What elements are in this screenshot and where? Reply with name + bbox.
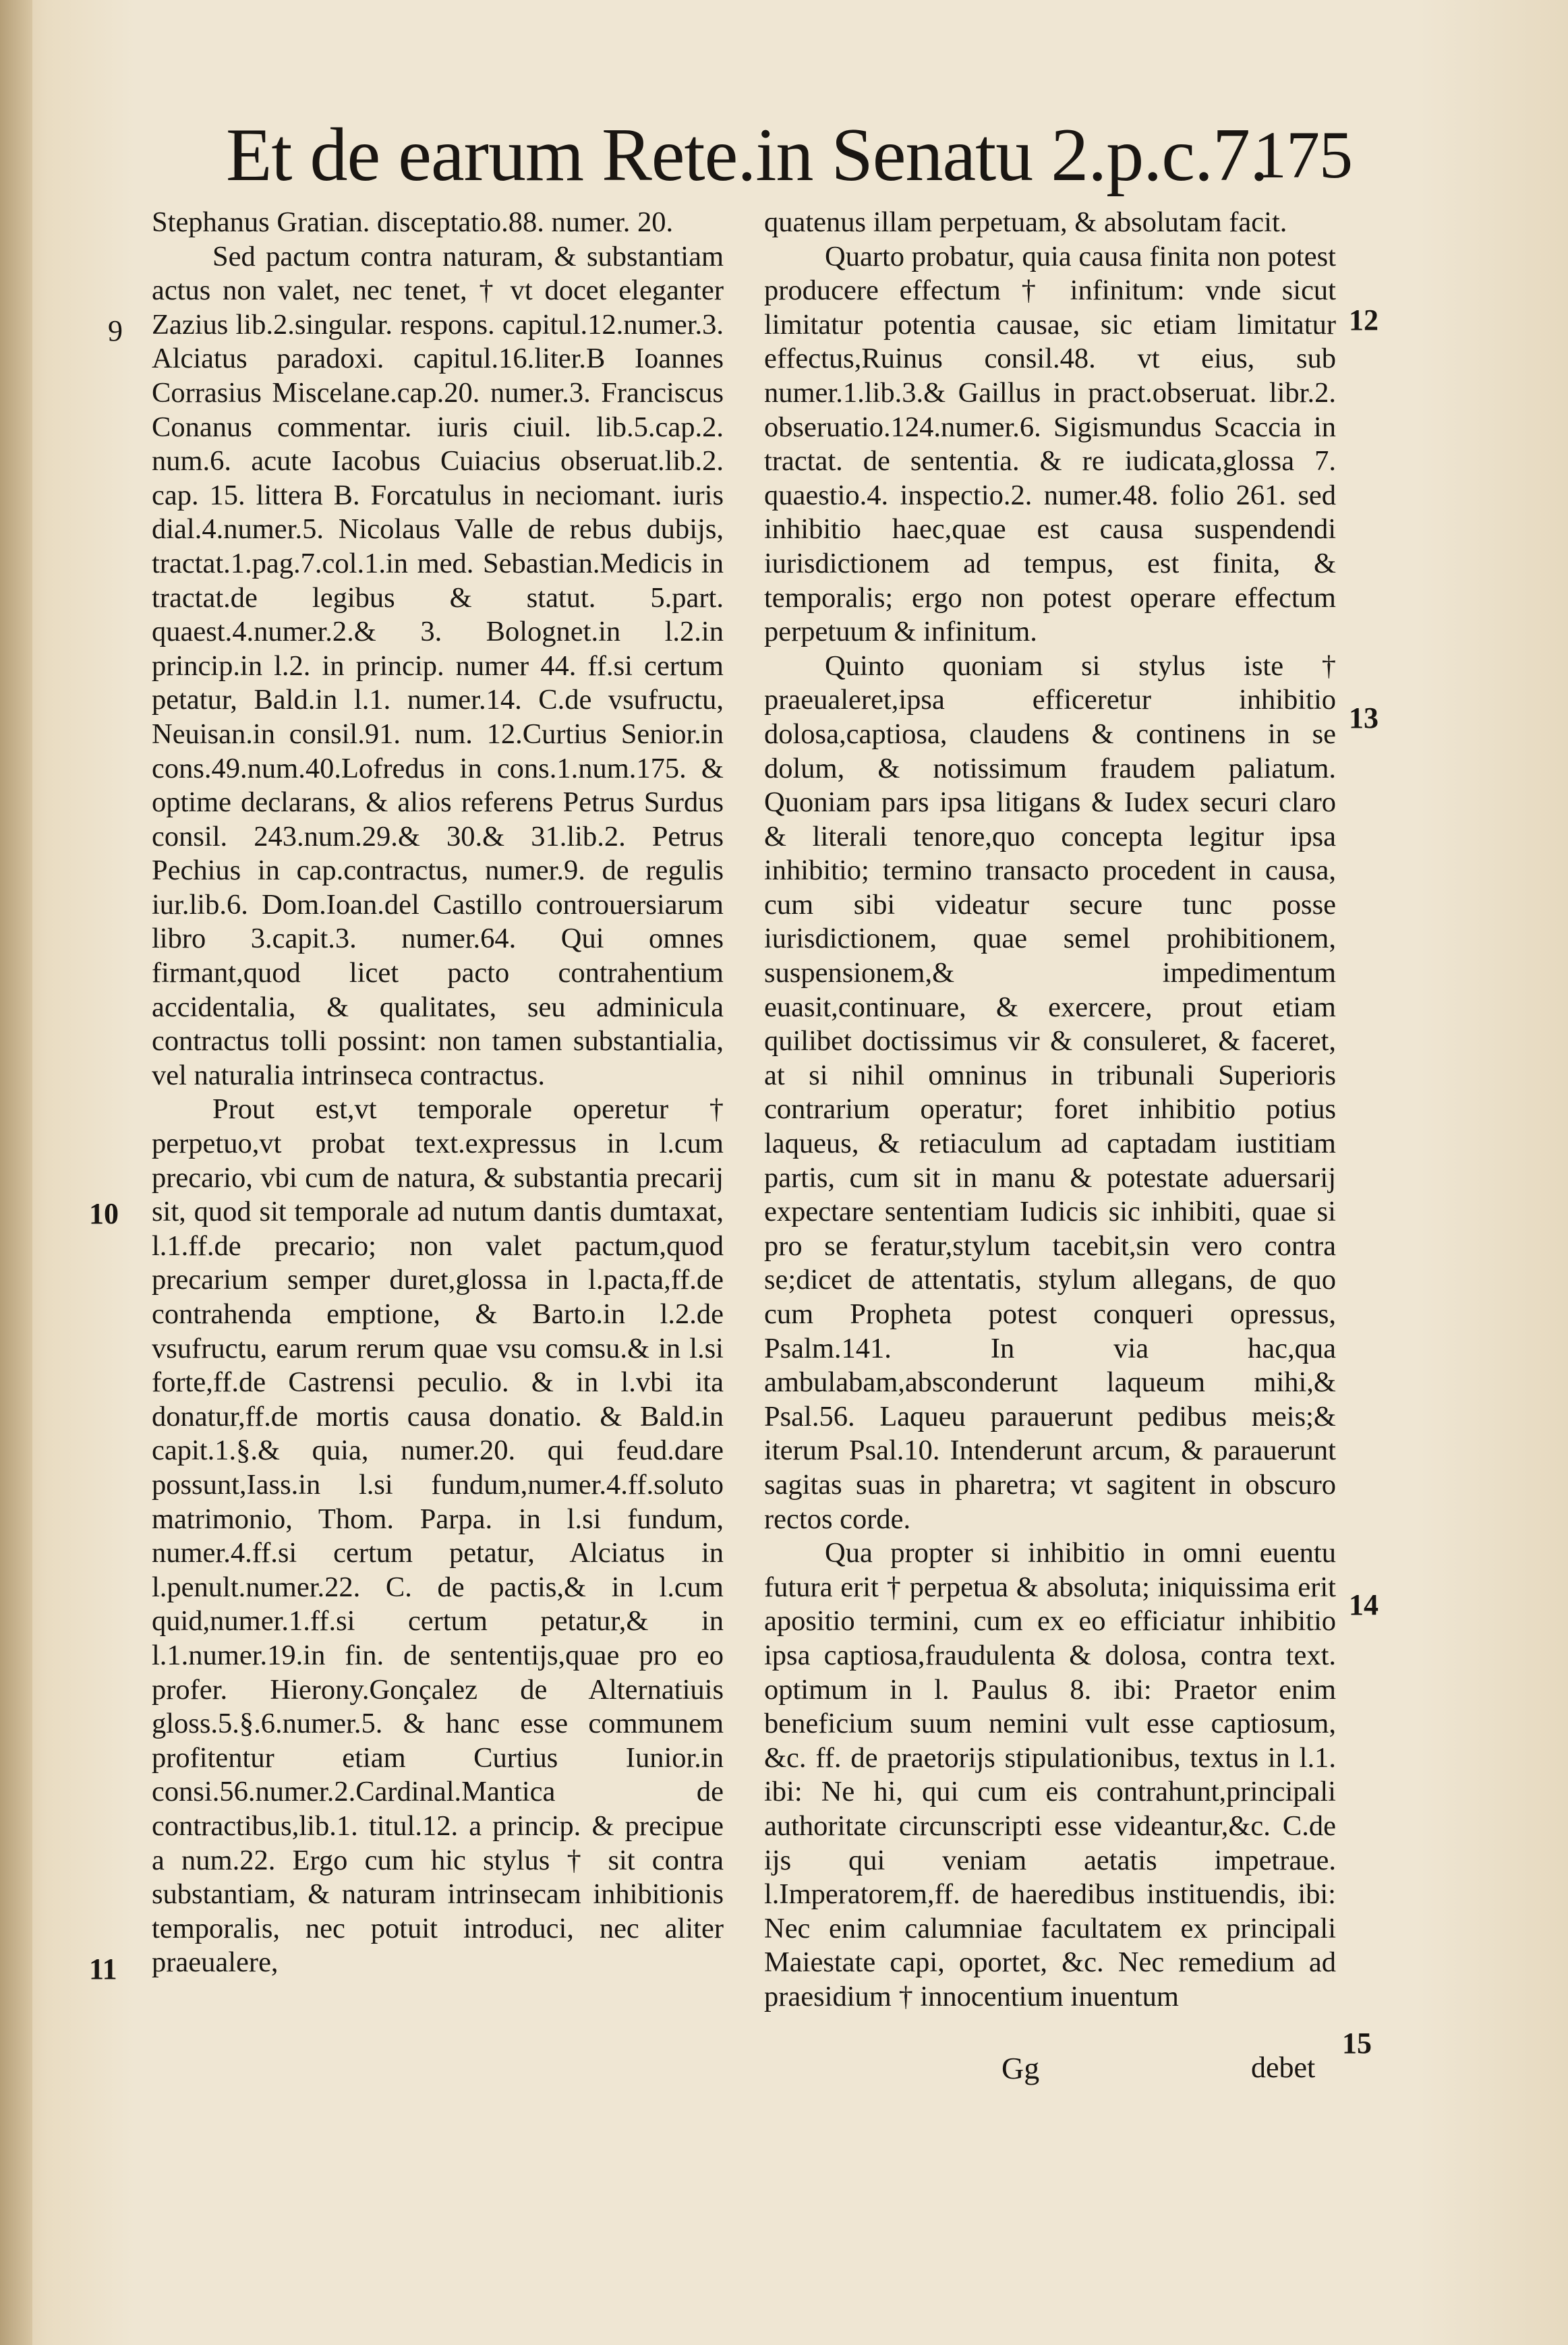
paragraph-quatenus: quatenus illam perpetuam, & absolutam facit. [764,206,1287,238]
margin-number-15: 15 [1342,2027,1372,2060]
margin-mark-9: 9 [108,314,123,347]
paragraph-sed-pactum: Sed pactum contra naturam, & substantiam actus non valet, nec tenet, † vt docet eleganter Zazius lib.2.singular. respons. capitul.12.numer.3. Alciatus paradoxi. capitul.16.liter.B Ioannes Corrasius Miscelane.cap.20. numer.3. Franciscus Conanus commentar. iuris ciuil. lib.5.cap.2. num.6. acute Iacobus Cuiacius obseruat.lib.2. cap. 15. littera B. Forcatulus in neciomant. iuris dial.4.numer.5. Nicolaus Valle de rebus dubijs, tractat.1.pag.7.col.1.in med. Sebastian.Medicis in tractat.de legibus & statut. 5.part. quaest.4.numer.2.& 3. Bolognet.in l.2.in princip.in l.2. in princip. numer 44. ff.si certum petatur, Bald.in l.1. numer.14. C.de vsufructu, Neuisan.in consil.91. num. 12.Curtius Senior.in cons.49.num.40.Lofredus in cons.1.num.175. & optime declarans, & alios referens Petrus Surdus consil. 243.num.29.& 30.& 31.lib.2. Petrus Pechius in cap.contractus, numer.9. de regulis iur.lib.6. Dom.Ioan.del Castillo controuersiarum libro 3.capit.3. numer.64. Qui omnes firmant,quod licet pacto contrahentium accidentalia, & qualitates, seu adminicula contractus tolli possint: non tamen substantialia, vel naturalia intrinseca contractus. [152,240,724,1091]
paragraph-qua-propter: Qua propter si inhibitio in omni euentu futura erit † perpetua & absoluta; iniquissima erit apositio termini, cum ex eo efficiatur inhibitio ipsa captiosa,fraudulenta & dolosa, contra text. optimum in l. Paulus 8. ibi: Praetor enim beneficium suum nemini vult esse captiosum, &c. ff. de praetorijs stipulationibus, textus in l.1. ibi: Ne hi, qui cum eis contrahunt,principali authoritate circunscripti esse videantur,&c. C.de ijs qui veniam aetatis impetraue. l.Imperatorem,ff. de haeredibus instituendis, ibi: Nec enim calumniae facultatem ex principali Maiestate capi, oportet, &c. Nec remedium ad praesidium † innocentium inuentum [764,1537,1336,2013]
margin-number-14: 14 [1349,1588,1378,1621]
binding-gutter [0,0,32,2345]
margin-number-12: 12 [1349,303,1378,337]
paragraph-quinto: Quinto quoniam si stylus iste † praeualeret,ipsa efficeretur inhibitio dolosa,captiosa, claudens & continens in se dolum, & notissimum fraudem paliatum. Quoniam pars ipsa litigans & Iudex securi claro & literali tenore,quo concepta legitur ipsa inhibitio; termino transacto procedent in causa, cum sibi videatur secure tunc posse iurisdictionem, quae semel prohibitionem, suspensionem,& impedimentum euasit,continuare, & exercere, prout etiam quilibet doctissimus vir & consuleret, & faceret, at si nihil omninus in tribunali Superioris contrarium operatur; foret inhibitio potius laqueus, & retiaculum ad captadam iustitiam partis, cum sit in manu & potestate aduersarij expectare sententiam Iudicis sic inhibiti, quae si pro se feratur,stylum tacebit,sin vero contra se;dicet de attentatis, stylum allegans, de quo cum Propheta potest conqueri opressus, Psalm.141. In via hac,qua ambulabam,absconderunt laqueum mihi,& Psal.56. Laqueu parauerunt pedibus meis;& iterum Psal.10. Intenderunt arcum, & parauerunt sagitas suas in pharetra; vt sagitent in obscuro rectos corde. [764,649,1336,1535]
catchword: debet [1251,2051,1316,2084]
running-header [226,111,1352,199]
paragraph-stephanus: Stephanus Gratian. disceptatio.88. numer. 20. [152,206,674,238]
margin-number-13: 13 [1349,701,1378,734]
right-column [764,206,1336,2014]
left-column [152,206,724,1980]
margin-number-11: 11 [89,1952,117,1986]
margin-number-10: 10 [89,1197,119,1230]
signature-mark: Gg [1001,2051,1040,2085]
page-number: 175 [1253,117,1352,192]
paragraph-prout-est: Prout est,vt temporale operetur † perpetuo,vt probat text.expressus in l.cum precario, vbi cum de natura, & substantia precarij sit, quod sit temporale ad nutum dantis dumtaxat, l.1.ff.de precario; non valet pactum,quod precarium semper duret,glossa in l.pacta,ff.de contrahenda emptione, & Barto.in l.2.de vsufructu, earum rerum quae vsu comsu.& in l.si forte,ff.de Castrensi peculio. & in l.vbi ita donatur,ff.de mortis causa donatio. & Bald.in capit.1.§.& quia, numer.20. qui feud.dare possunt,Iass.in l.si fundum,numer.4.ff.soluto matrimonio, Thom. Parpa. in l.si fundum, numer.4.ff.si certum petatur, Alciatus in l.penult.numer.22. C. de pactis,& in l.cum quid,numer.1.ff.si certum petatur,& in l.1.numer.19.in fin. de sententijs,quae pro eo profer. Hierony.Gonçalez de Alternatiuis gloss.5.§.6.numer.5. & hanc esse communem profitentur etiam Curtius Iunior.in consi.56.numer.2.Cardinal.Mantica de contractibus,lib.1. titul.12. a princip. & precipue a num.22. Ergo cum hic stylus † sit contra substantiam, & naturam intrinsecam inhibitionis temporalis, nec potuit introduci, nec aliter praeualere, [152,1093,724,1979]
running-title: Et de earum Rete.in Senatu 2.p.c.7. [226,113,1268,197]
paragraph-quarto: Quarto probatur, quia causa finita non potest producere effectum † infinitum: vnde sicut limitatur potentia causae, sic etiam limitatur effectus,Ruinus consil.48. vt eius, sub numer.1.lib.3.& Gaillus in pract.obseruat. libr.2. obseruatio.124.numer.6. Sigismundus Scaccia in tractat. de sententia. & re iudicata,glossa 7. quaestio.4. inspectio.2. numer.48. folio 261. sed inhibitio haec,quae est causa suspendendi iurisdictionem ad tempus, est finita, & temporalis; ergo non potest operare effectum perpetuum & infinitum. [764,240,1336,648]
